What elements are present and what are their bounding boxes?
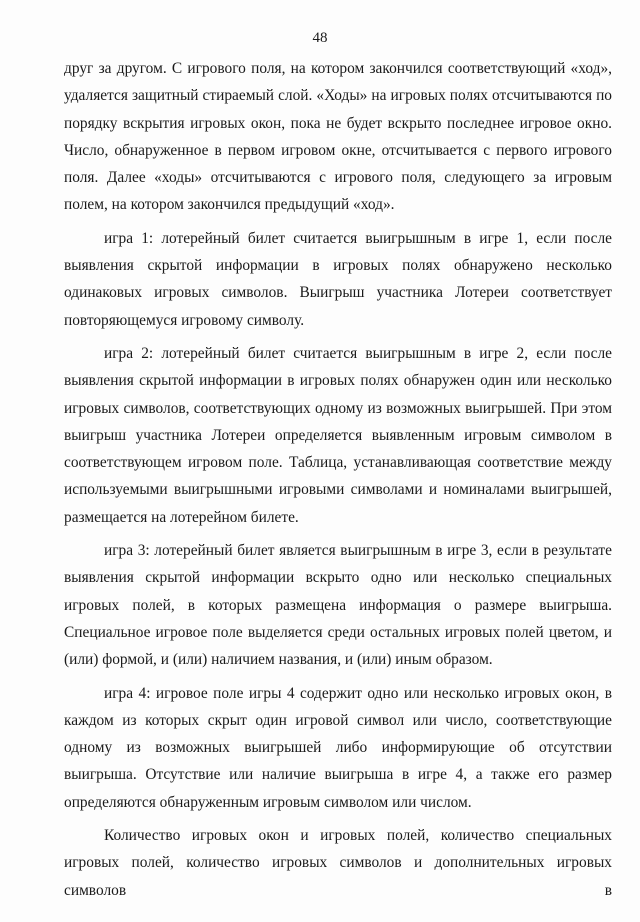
paragraph-quantities: Количество игровых окон и игровых полей, количество специальных игровых полей, количество игровых символов и дополнительных игровых символов в: [64, 827, 612, 899]
paragraph-game-1: игра 1: лотерейный билет считается выигрышным в игре 1, если после выявления скрытой информации в игровых полях обнаружено несколько одинаковых игровых символов. Выигрыш участника Лотереи соответствует повторяющемуся игровому символу.: [64, 229, 612, 329]
page-number: 48: [312, 30, 328, 46]
paragraph-game-4: игра 4: игровое поле игры 4 содержит одно или несколько игровых окон, в каждом из которых скрыт один игровой символ или число, соответствующие одному из возможных выигрышей либо информирующие об отсутствии выигрыша. Отсутствие или наличие выигрыша в игре 4, а также его размер определяются обнаруженным игровым символом или числом.: [64, 684, 612, 811]
document-body: [64, 55, 612, 904]
paragraph-game-3: игра 3: лотерейный билет является выигрышным в игре 3, если в результате выявления скрытой информации вскрыто одно или несколько специальных игровых полей, в которых размещена информация о размере выигрыша. Специальное игровое поле выделяется среди остальных игровых полей цветом, и (или) формой, и (или) наличием названия, и (или) иным образом.: [64, 542, 612, 669]
paragraph-game-2: игра 2: лотерейный билет считается выигрышным в игре 2, если после выявления скрытой информации в игровых полях обнаружен один или несколько игровых символов, соответствующих одному из возможных выигрышей. При этом выигрыш участника Лотереи определяется выявленным игровым символом в соответствующем игровом поле. Таблица, устанавливающая соответствие между используемыми выигрышными игровыми символами и номиналами выигрышей, размещается на лотерейном билете.: [64, 344, 612, 526]
paragraph-continuation: друг за другом. С игрового поля, на котором закончился соответствующий «ход», удаляется защитный стираемый слой. «Ходы» на игровых полях отсчитываются по порядку вскрытия игровых окон, пока не будет вскрыто последнее игровое окно. Число, обнаруженное в первом игровом окне, отсчитывается с первого игрового поля. Далее «ходы» отсчитываются с игрового поля, следующего за игровым полем, на котором закончился предыдущий «ход».: [64, 60, 612, 214]
